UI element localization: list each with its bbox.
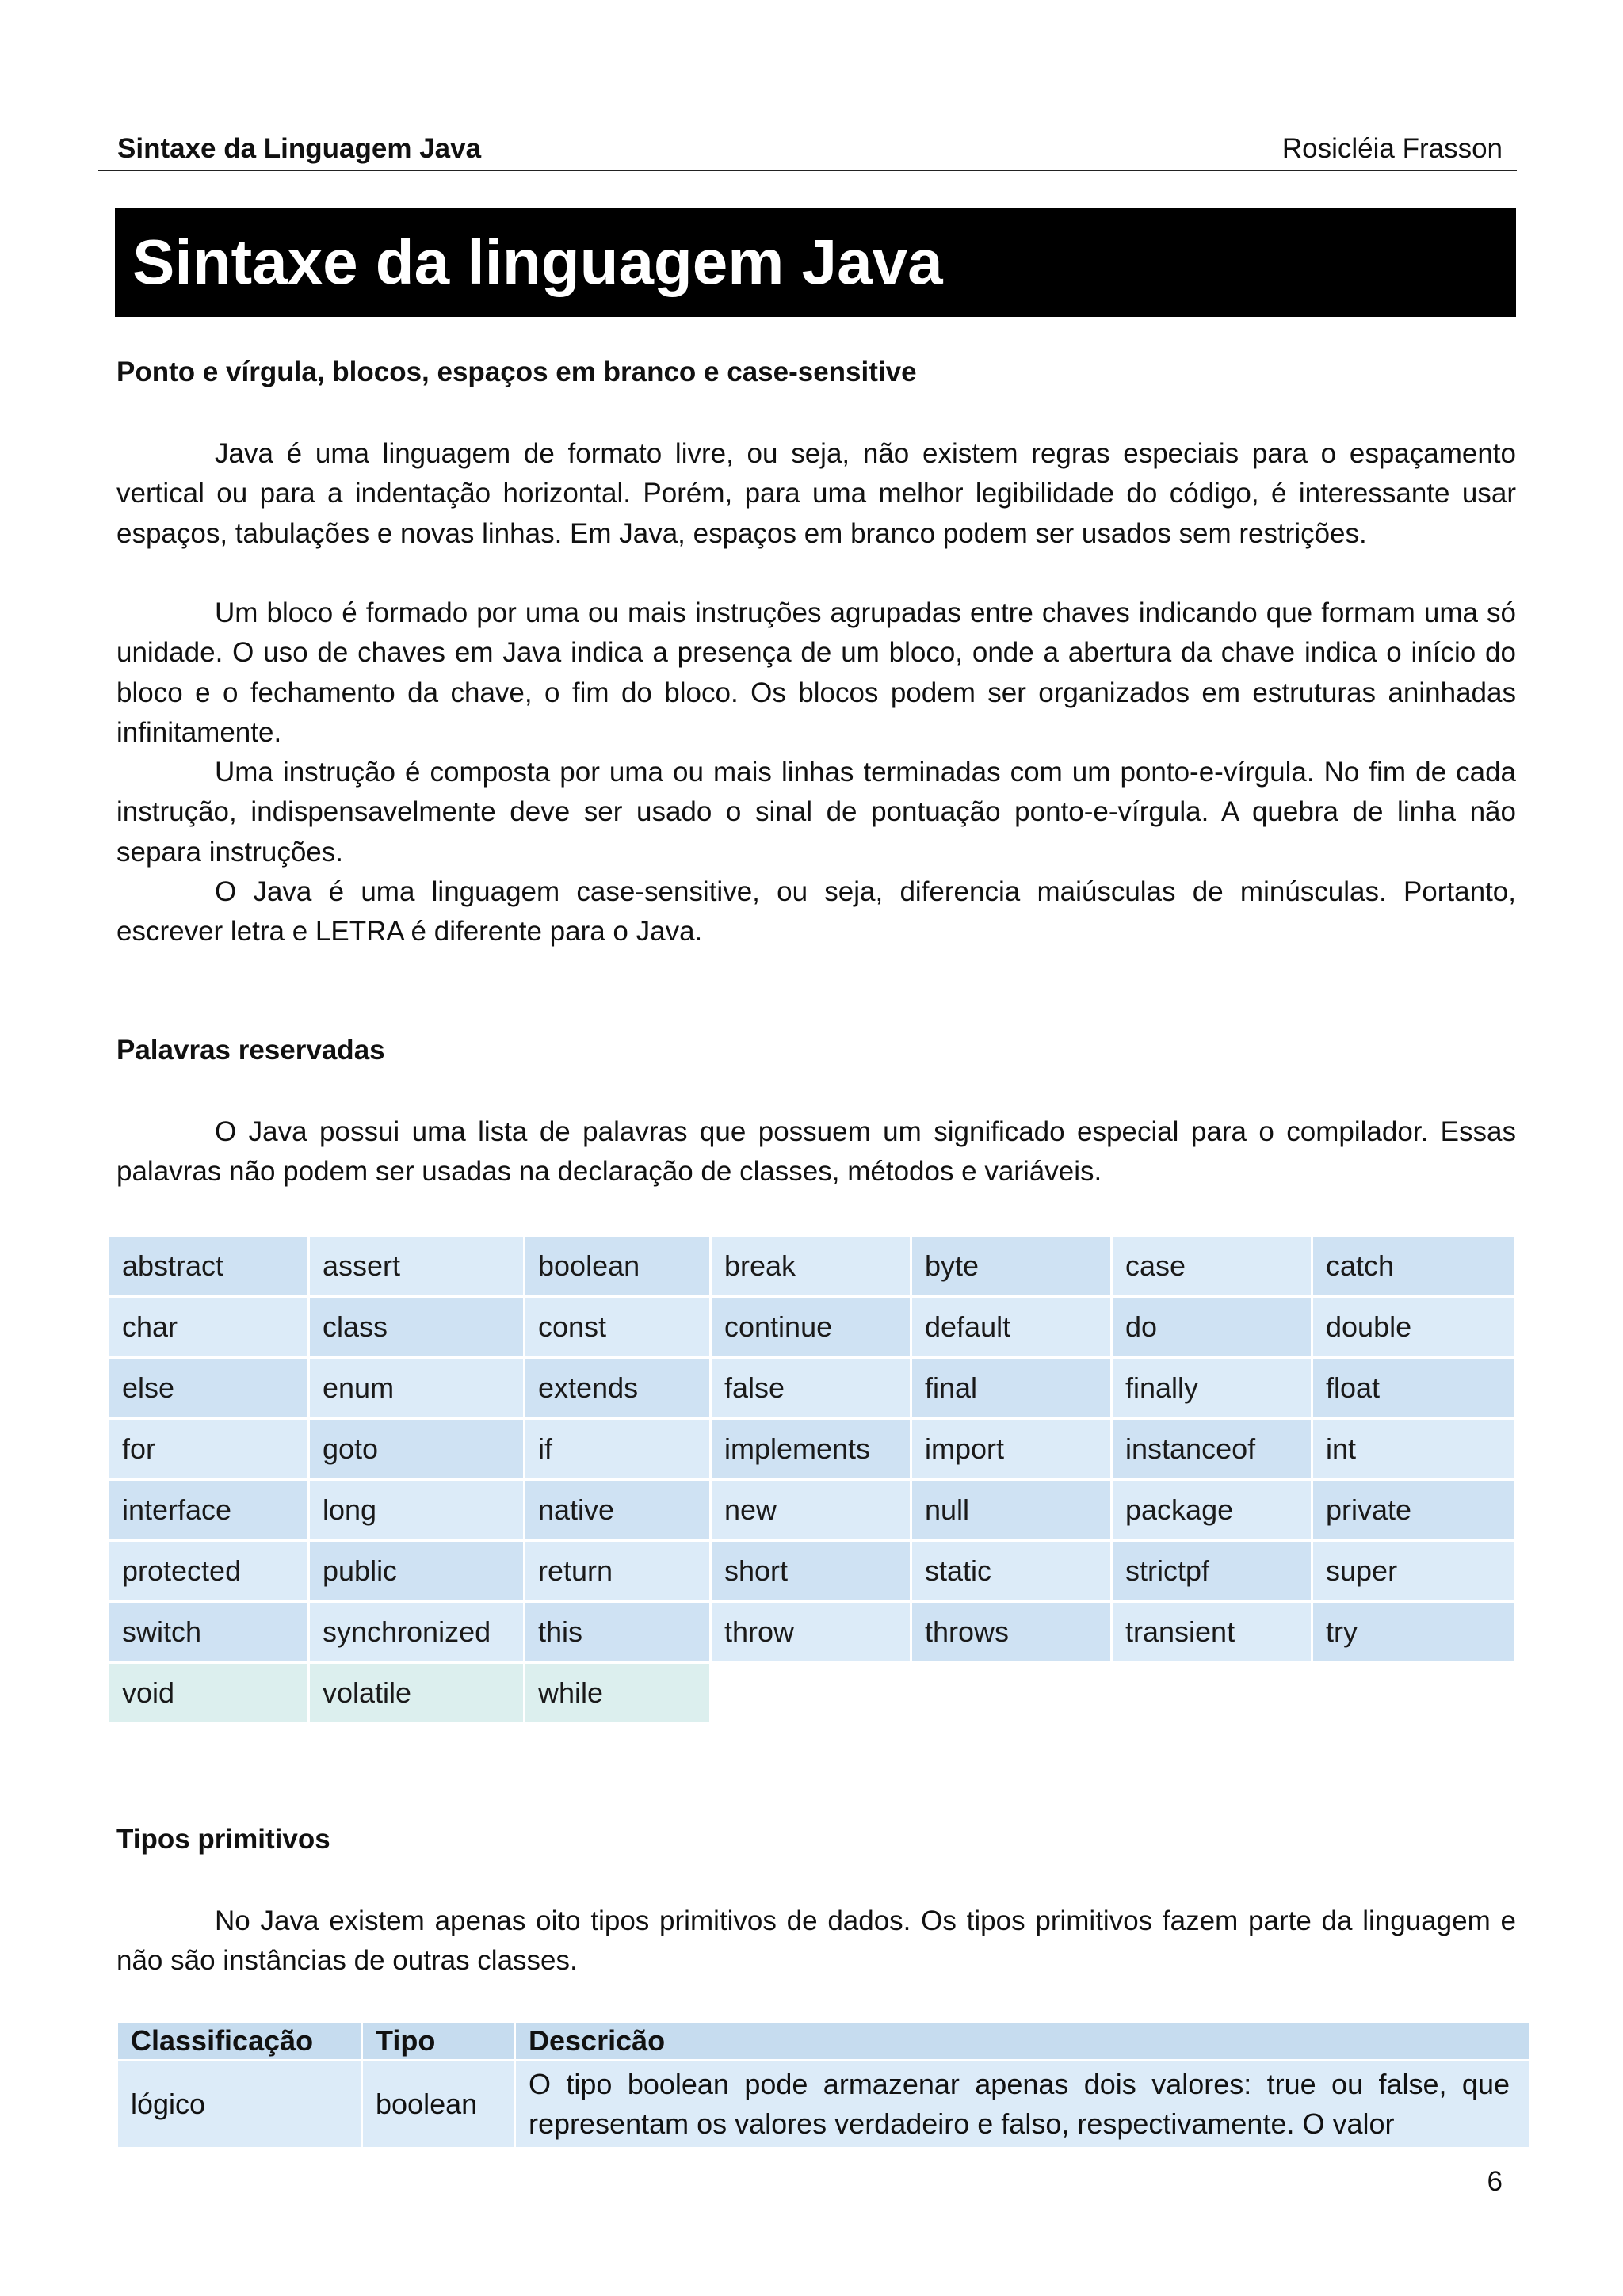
header-type: Tipo bbox=[363, 2023, 514, 2059]
keyword-cell: float bbox=[1313, 1359, 1514, 1417]
keyword-cell: break bbox=[712, 1237, 910, 1295]
paragraph-blocks: Um bloco é formado por uma ou mais instruções agrupadas entre chaves indicando que formam uma só unidade. O uso de chaves em Java indica a presença de um bloco, onde a abertura da chave indica o início do bloco e o fechamento da chave, o fim do bloco. Os blocos podem ser organizados em estruturas aninhadas infinitamente. bbox=[116, 597, 1516, 748]
cell-classification: lógico bbox=[118, 2061, 361, 2147]
page-number: 6 bbox=[1487, 2166, 1503, 2197]
table-row bbox=[109, 1603, 1514, 1661]
keyword-cell: abstract bbox=[109, 1237, 307, 1295]
keyword-cell: do bbox=[1113, 1298, 1311, 1356]
keyword-cell: short bbox=[712, 1542, 910, 1600]
keyword-cell: if bbox=[525, 1420, 709, 1478]
keyword-cell: byte bbox=[912, 1237, 1110, 1295]
keyword-cell: strictpf bbox=[1113, 1542, 1311, 1600]
keyword-cell: default bbox=[912, 1298, 1110, 1356]
chapter-title: Sintaxe da linguagem Java bbox=[115, 208, 1516, 317]
keyword-cell: catch bbox=[1313, 1237, 1514, 1295]
keyword-cell: static bbox=[912, 1542, 1110, 1600]
header-author: Rosicléia Frasson bbox=[1281, 133, 1503, 164]
paragraph-instructions: Uma instrução é composta por uma ou mais linhas terminadas com um ponto-e-vírgula. No fim de cada instrução, indispensavelmente deve ser usado o sinal de pontuação ponto-e-vírgula. A quebra de linha não separa instruções. bbox=[116, 757, 1516, 868]
table-row bbox=[109, 1359, 1514, 1417]
keyword-cell: continue bbox=[712, 1298, 910, 1356]
keyword-cell: long bbox=[310, 1481, 523, 1539]
cell-description: O tipo boolean pode armazenar apenas dois valores: true ou false, que representam os valores verdadeiro e falso, respectivamente. O valor bbox=[516, 2061, 1529, 2147]
header-description: Descricão bbox=[516, 2023, 1529, 2059]
paragraph-reserved-words: O Java possui uma lista de palavras que possuem um significado especial para o compilador. Essas palavras não podem ser usadas na declaração de classes, métodos e variáveis. bbox=[116, 1116, 1516, 1188]
table-row bbox=[109, 1542, 1514, 1600]
keyword-cell: try bbox=[1313, 1603, 1514, 1661]
keyword-cell: for bbox=[109, 1420, 307, 1478]
cell-type: boolean bbox=[363, 2061, 514, 2147]
keyword-cell: interface bbox=[109, 1481, 307, 1539]
header-document-title: Sintaxe da Linguagem Java bbox=[117, 133, 482, 164]
table-row bbox=[109, 1481, 1514, 1539]
keyword-cell: private bbox=[1313, 1481, 1514, 1539]
keyword-cell: class bbox=[310, 1298, 523, 1356]
table-row bbox=[109, 1298, 1514, 1356]
running-header bbox=[98, 133, 1517, 171]
keyword-cell: transient bbox=[1113, 1603, 1311, 1661]
keyword-cell: switch bbox=[109, 1603, 307, 1661]
keyword-cell: throws bbox=[912, 1603, 1110, 1661]
keyword-cell: int bbox=[1313, 1420, 1514, 1478]
keyword-cell: return bbox=[525, 1542, 709, 1600]
keyword-cell: new bbox=[712, 1481, 910, 1539]
keyword-cell: while bbox=[525, 1664, 709, 1722]
paragraph-primitive-types: No Java existem apenas oito tipos primitivos de dados. Os tipos primitivos fazem parte da linguagem e não são instâncias de outras classes. bbox=[116, 1905, 1516, 1977]
keyword-cell: else bbox=[109, 1359, 307, 1417]
keyword-cell: enum bbox=[310, 1359, 523, 1417]
keyword-cell: extends bbox=[525, 1359, 709, 1417]
paragraph-free-format: Java é uma linguagem de formato livre, ou seja, não existem regras especiais para o espaçamento vertical ou para a indentação horizontal. Porém, para uma melhor legibilidade do código, é interessante usar espaços, tabulações e novas linhas. Em Java, espaços em branco podem ser usados sem restrições. bbox=[116, 438, 1516, 549]
keyword-cell: void bbox=[109, 1664, 307, 1722]
keyword-cell: implements bbox=[712, 1420, 910, 1478]
table-row bbox=[118, 2061, 1529, 2147]
keyword-cell: final bbox=[912, 1359, 1110, 1417]
keyword-cell: assert bbox=[310, 1237, 523, 1295]
keyword-cell: super bbox=[1313, 1542, 1514, 1600]
keyword-cell: package bbox=[1113, 1481, 1311, 1539]
keyword-cell: throw bbox=[712, 1603, 910, 1661]
keyword-cell: volatile bbox=[310, 1664, 523, 1722]
keyword-cell: public bbox=[310, 1542, 523, 1600]
table-row bbox=[109, 1664, 1514, 1722]
table-header-row bbox=[118, 2023, 1529, 2059]
reserved-words-table bbox=[107, 1234, 1517, 1725]
keyword-cell: char bbox=[109, 1298, 307, 1356]
keyword-cell: finally bbox=[1113, 1359, 1311, 1417]
section-heading-primitive-types: Tipos primitivos bbox=[116, 1824, 330, 1855]
keyword-cell: case bbox=[1113, 1237, 1311, 1295]
keyword-cell: null bbox=[912, 1481, 1110, 1539]
keyword-cell: const bbox=[525, 1298, 709, 1356]
header-classification: Classificação bbox=[118, 2023, 361, 2059]
keyword-cell: boolean bbox=[525, 1237, 709, 1295]
table-row bbox=[109, 1237, 1514, 1295]
keyword-cell: false bbox=[712, 1359, 910, 1417]
paragraph-case-sensitive: O Java é uma linguagem case-sensitive, ou seja, diferencia maiúsculas de minúsculas. Portanto, escrever letra e LETRA é diferente para o Java. bbox=[116, 876, 1516, 948]
keyword-cell: goto bbox=[310, 1420, 523, 1478]
keyword-cell: this bbox=[525, 1603, 709, 1661]
section-heading-syntax: Ponto e vírgula, blocos, espaços em branco e case-sensitive bbox=[116, 357, 917, 387]
keyword-cell: synchronized bbox=[310, 1603, 523, 1661]
primitive-types-table bbox=[116, 2020, 1531, 2149]
keyword-cell: import bbox=[912, 1420, 1110, 1478]
keyword-cell: double bbox=[1313, 1298, 1514, 1356]
section-heading-reserved-words: Palavras reservadas bbox=[116, 1035, 385, 1066]
keyword-cell: protected bbox=[109, 1542, 307, 1600]
keyword-cell: instanceof bbox=[1113, 1420, 1311, 1478]
table-row bbox=[109, 1420, 1514, 1478]
keyword-cell: native bbox=[525, 1481, 709, 1539]
